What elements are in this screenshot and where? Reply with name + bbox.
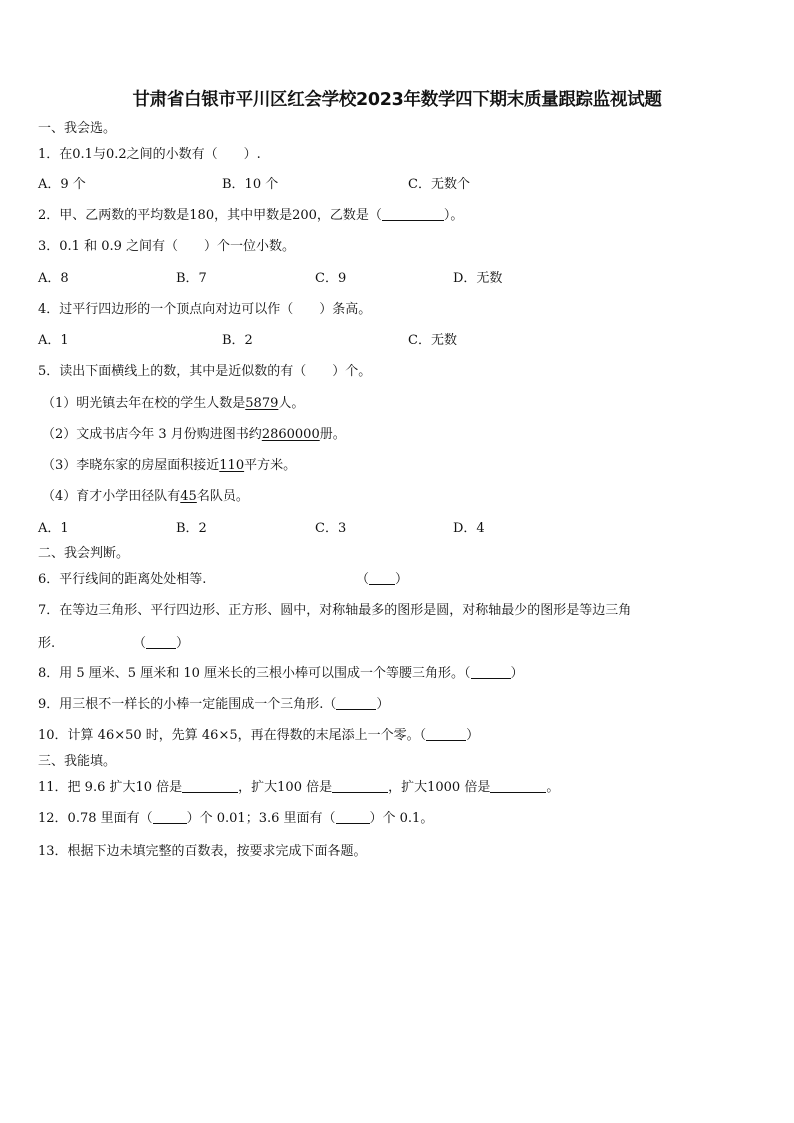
q5-item-3 [42,458,296,474]
q5-item-1-number: 5879 [245,396,279,411]
q5-item-1-unit: 人。 [278,396,305,411]
q1-option-a: A．9 个 [38,177,86,192]
q2-answer-blank[interactable] [382,208,444,221]
question-3: 3．0.1 和 0.9 之间有（ ）个一位小数。 [38,239,296,254]
question-8 [38,666,524,682]
q5-option-b: B．2 [176,521,207,536]
q3-option-b: B．7 [176,271,207,286]
q4-option-c: C．无数 [408,333,457,348]
section-heading-choice: 一、我会选。 [38,121,117,136]
q9-text: 9．用三根不一样长的小棒一定能围成一个三角形.（ [38,697,337,712]
q12-text-2: ）个 0.01；3.6 里面有（ [186,811,336,826]
q9-answer-blank[interactable] [336,697,376,710]
q5-item-2-text: （2）文成书店今年 3 月份购进图书约 [42,427,262,442]
q1-option-c: C．无数个 [408,177,470,192]
q5-item-3-number: 110 [219,458,245,473]
q3-option-d: D．无数 [453,271,503,286]
q12-blank-2[interactable] [336,811,370,824]
q8-text: 8．用 5 厘米、5 厘米和 10 厘米长的三根小棒可以围成一个等腰三角形。（ [38,666,471,681]
q11-text-2: ，扩大100 倍是 [238,780,333,795]
question-10 [38,728,479,744]
q7-paren-right: ） [176,636,190,651]
q5-item-4-text: （4）育才小学田径队有 [42,489,181,504]
question-4: 4．过平行四边形的一个顶点向对边可以作（ ）条高。 [38,302,372,317]
q5-item-4-unit: 名队员。 [196,489,249,504]
q5-option-c: C．3 [315,521,347,536]
section-heading-judge: 二、我会判断。 [38,546,130,561]
question-2 [38,208,463,224]
q5-item-2-number: 2860000 [261,427,320,442]
q5-item-1 [42,396,304,412]
question-11 [38,780,559,796]
q11-text-3: ，扩大1000 倍是 [388,780,491,795]
q5-option-a: A．1 [38,521,69,536]
q5-item-3-text: （3）李晓东家的房屋面积接近 [42,458,220,473]
q6-paren-left: （ [356,572,370,587]
q12-text-3: ）个 0.1。 [369,811,434,826]
q6-answer[interactable] [356,572,408,588]
q4-option-a: A．1 [38,333,69,348]
question-13: 13．根据下边未填完整的百数表，按要求完成下面各题。 [38,844,367,859]
q2-text: 2．甲、乙两数的平均数是180，其中甲数是200，乙数是（ [38,208,382,223]
question-12 [38,811,433,827]
q7-answer[interactable] [133,636,189,652]
q12-blank-1[interactable] [153,811,187,824]
section-heading-fill: 三、我能填。 [38,754,117,769]
question-5: 5．读出下面横线上的数，其中是近似数的有（ ）个。 [38,364,372,379]
question-7-line-1: 7．在等边三角形、平行四边形、正方形、圆中，对称轴最多的图形是圆，对称轴最少的图形是等边三角 [38,603,632,618]
q5-item-1-text: （1）明光镇去年在校的学生人数是 [42,396,246,411]
q11-text-1: 11．把 9.6 扩大10 倍是 [38,780,183,795]
q5-item-2-unit: 册。 [319,427,346,442]
q7-paren-left: （ [133,636,147,651]
q9-paren-right: ） [376,697,390,712]
q10-text: 10．计算 46×50 时，先算 46×5，再在得数的末尾添上一个零。（ [38,728,427,743]
q5-item-2 [42,427,346,443]
q8-answer-blank[interactable] [471,666,511,679]
q11-text-4: 。 [546,780,560,795]
q2-text-end: ）。 [443,208,464,223]
q6-answer-blank[interactable] [369,572,395,585]
q3-option-a: A．8 [38,271,69,286]
q11-blank-2[interactable] [332,780,388,793]
q11-blank-3[interactable] [490,780,546,793]
q5-item-4 [42,489,249,505]
q7-answer-blank[interactable] [146,636,176,649]
question-6: 6．平行线间的距离处处相等. [38,572,207,587]
q6-paren-right: ） [395,572,409,587]
q10-answer-blank[interactable] [426,728,466,741]
question-7-line-2: 形. [38,636,56,651]
question-1: 1．在0.1与0.2之间的小数有（ ）. [38,147,261,162]
q11-blank-1[interactable] [182,780,238,793]
page-title: 甘肃省白银市平川区红会学校2023年数学四下期末质量跟踪监视试题 [132,90,662,110]
q10-paren-right: ） [466,728,480,743]
q3-option-c: C．9 [315,271,347,286]
q8-paren-right: ） [510,666,524,681]
q5-option-d: D．4 [453,521,485,536]
q5-item-4-number: 45 [180,489,197,504]
q1-option-b: B．10 个 [222,177,279,192]
question-9 [38,697,389,713]
q4-option-b: B．2 [222,333,253,348]
q12-text-1: 12．0.78 里面有（ [38,811,153,826]
q5-item-3-unit: 平方米。 [244,458,297,473]
